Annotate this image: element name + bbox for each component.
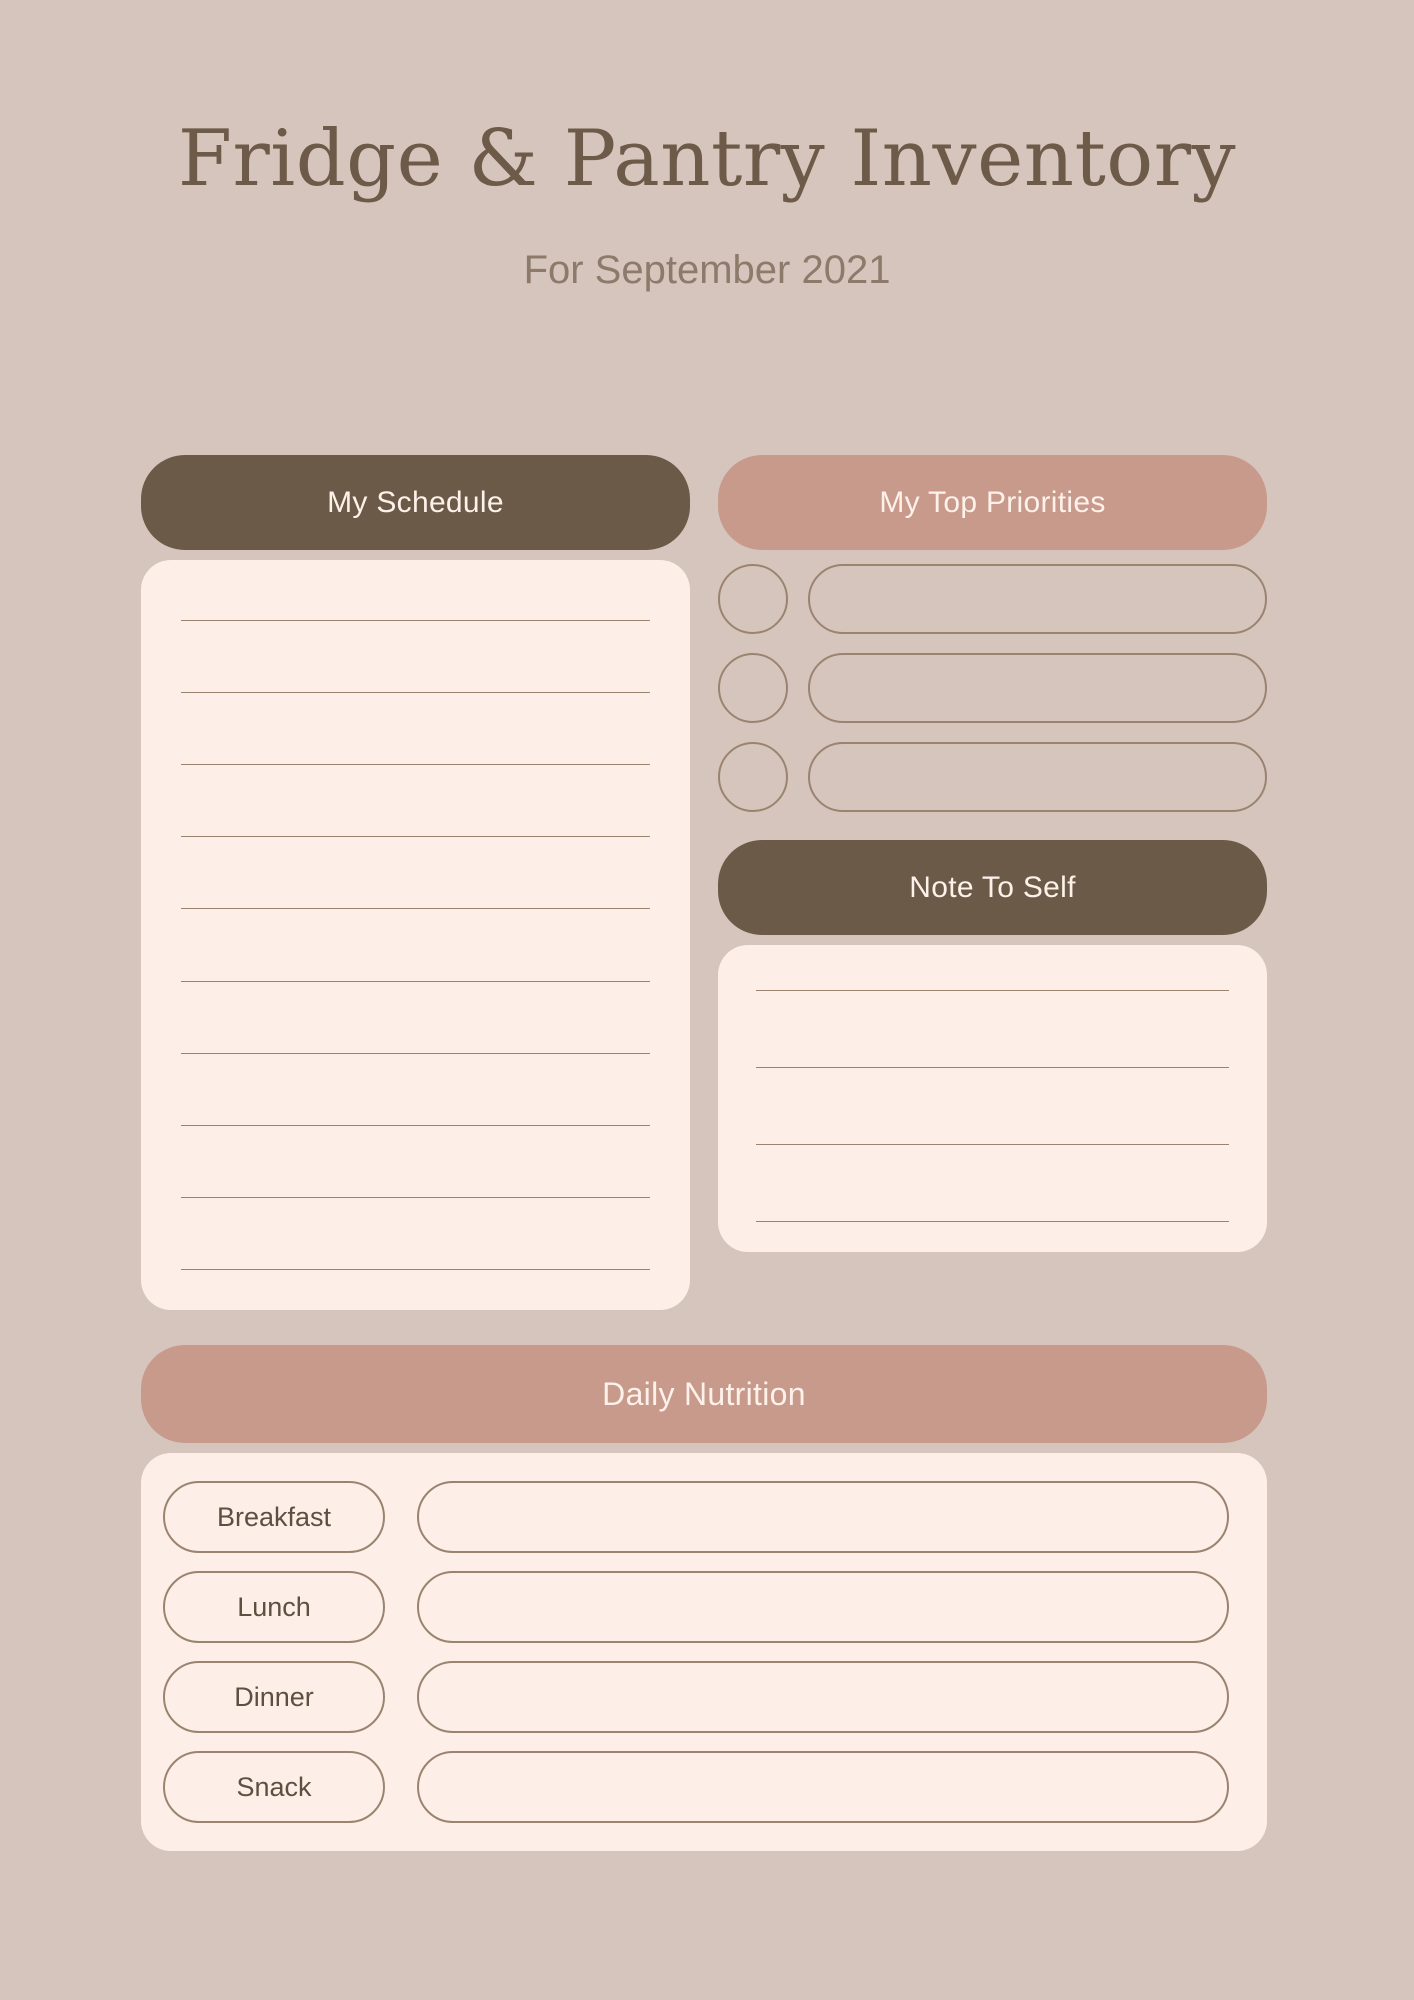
priorities-header	[718, 455, 1267, 550]
left-column	[141, 455, 690, 1310]
meal-input-lunch[interactable]	[417, 1571, 1229, 1643]
priority-input[interactable]	[808, 653, 1267, 723]
meal-row	[163, 1751, 1229, 1823]
nutrition-section	[141, 1345, 1267, 1851]
meal-row	[163, 1661, 1229, 1733]
note-line[interactable]	[756, 1067, 1229, 1068]
meal-input-snack[interactable]	[417, 1751, 1229, 1823]
meal-label-dinner: Dinner	[163, 1661, 385, 1733]
priority-input[interactable]	[808, 742, 1267, 812]
schedule-header-label: My Schedule	[327, 485, 504, 519]
meal-row	[163, 1481, 1229, 1553]
page-title: Fridge & Pantry Inventory	[177, 114, 1237, 204]
priority-checkbox[interactable]	[718, 653, 788, 723]
page-subtitle: For September 2021	[523, 248, 891, 292]
nutrition-header	[141, 1345, 1267, 1443]
schedule-line[interactable]	[181, 1197, 650, 1198]
schedule-line[interactable]	[181, 981, 650, 982]
meal-input-dinner[interactable]	[417, 1661, 1229, 1733]
meal-label-lunch: Lunch	[163, 1571, 385, 1643]
note-line[interactable]	[756, 990, 1229, 991]
note-header-label: Note To Self	[909, 870, 1076, 904]
schedule-line[interactable]	[181, 1125, 650, 1126]
schedule-line[interactable]	[181, 692, 650, 693]
note-card[interactable]	[718, 945, 1267, 1252]
meal-row	[163, 1571, 1229, 1643]
meal-label-breakfast: Breakfast	[163, 1481, 385, 1553]
schedule-card[interactable]	[141, 560, 690, 1310]
schedule-line[interactable]	[181, 836, 650, 837]
meal-label-snack: Snack	[163, 1751, 385, 1823]
nutrition-card	[141, 1453, 1267, 1851]
priority-item	[718, 742, 1267, 812]
priority-checkbox[interactable]	[718, 742, 788, 812]
note-line[interactable]	[756, 1221, 1229, 1222]
schedule-line[interactable]	[181, 908, 650, 909]
schedule-header	[141, 455, 690, 550]
note-line[interactable]	[756, 1144, 1229, 1145]
right-column	[718, 455, 1267, 1252]
schedule-line[interactable]	[181, 1053, 650, 1054]
priority-item	[718, 653, 1267, 723]
schedule-line[interactable]	[181, 620, 650, 621]
priorities-header-label: My Top Priorities	[879, 485, 1106, 519]
note-header	[718, 840, 1267, 935]
priority-input[interactable]	[808, 564, 1267, 634]
schedule-line[interactable]	[181, 1269, 650, 1270]
meal-input-breakfast[interactable]	[417, 1481, 1229, 1553]
schedule-line[interactable]	[181, 764, 650, 765]
priority-item	[718, 564, 1267, 634]
priority-checkbox[interactable]	[718, 564, 788, 634]
priorities-list	[718, 564, 1267, 812]
nutrition-header-label: Daily Nutrition	[602, 1375, 806, 1412]
